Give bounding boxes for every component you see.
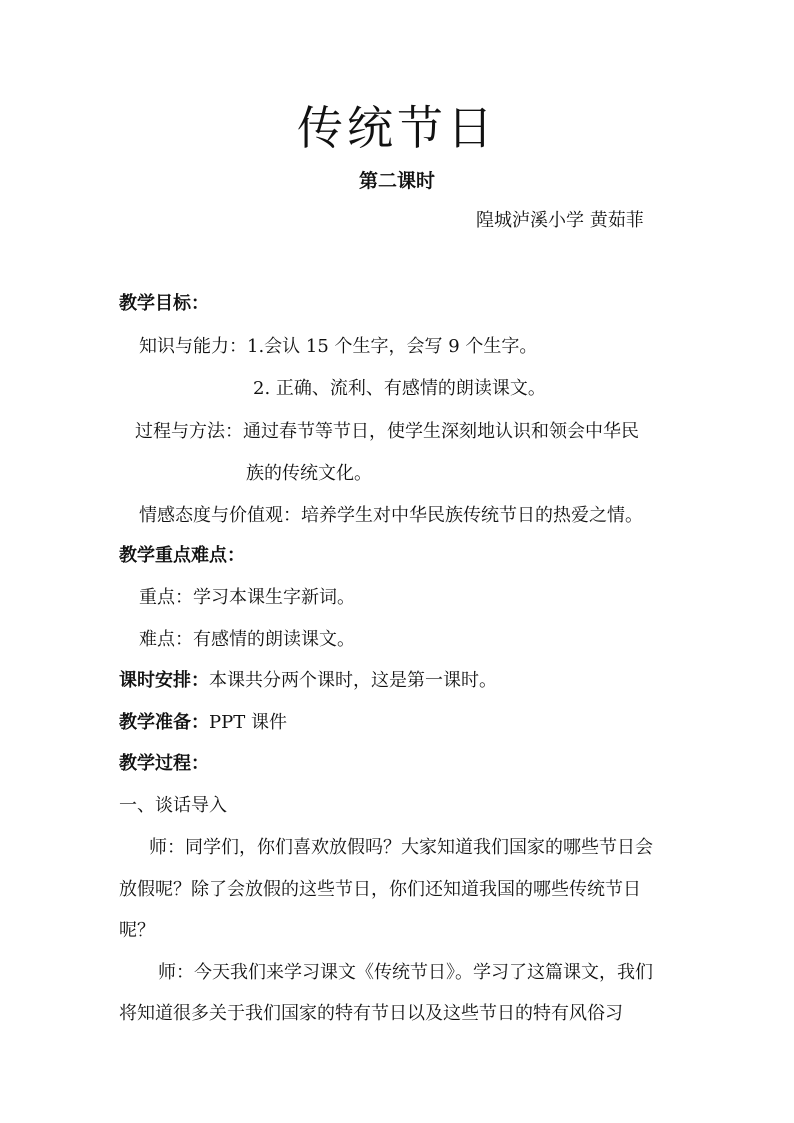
process-heading: 教学过程：: [119, 753, 209, 774]
document-title: 传统节日: [297, 101, 497, 155]
goal-knowledge-2: 2. 正确、流利、有感情的朗读课文。: [253, 378, 546, 399]
paragraph-1-line-3: 呢？: [119, 920, 155, 941]
goal-process: 过程与方法：通过春节等节日，使学生深刻地认识和领会中华民: [135, 421, 639, 442]
schedule-label: 课时安排：: [119, 670, 209, 691]
author-line: 隍城泸溪小学 黄茹菲: [476, 210, 644, 231]
paragraph-1-line-2: 放假呢？除了会放假的这些节日，你们还知道我国的哪些传统节日: [119, 879, 641, 900]
goals-heading: 教学目标：: [119, 293, 209, 314]
paragraph-1-line-1: 师：同学们，你们喜欢放假吗？大家知道我们国家的哪些节日会: [149, 837, 653, 858]
section-1-heading: 一、谈话导入: [119, 795, 227, 816]
difficulty-line: 难点：有感情的朗读课文。: [139, 629, 355, 650]
keypoint-line: 重点：学习本课生字新词。: [139, 587, 355, 608]
goal-emotion: 情感态度与价值观：培养学生对中华民族传统节日的热爱之情。: [139, 505, 643, 526]
paragraph-2-line-2: 将知道很多关于我们国家的特有节日以及这些节日的特有风俗习: [119, 1003, 623, 1024]
keypoints-heading: 教学重点难点：: [119, 545, 245, 566]
goal-process-2: 族的传统文化。: [246, 463, 372, 484]
paragraph-2-line-1: 师：今天我们来学习课文《传统节日》。学习了这篇课文，我们: [158, 962, 653, 983]
prep-label: 教学准备：: [119, 712, 209, 733]
prep-line: [119, 711, 287, 735]
schedule-line: [119, 669, 497, 693]
prep-text: PPT 课件: [209, 712, 287, 733]
goal-knowledge: 知识与能力：1.会认 15 个生字，会写 9 个生字。: [139, 336, 538, 357]
document-subtitle: 第二课时: [358, 170, 435, 192]
schedule-text: 本课共分两个课时，这是第一课时。: [209, 670, 497, 691]
